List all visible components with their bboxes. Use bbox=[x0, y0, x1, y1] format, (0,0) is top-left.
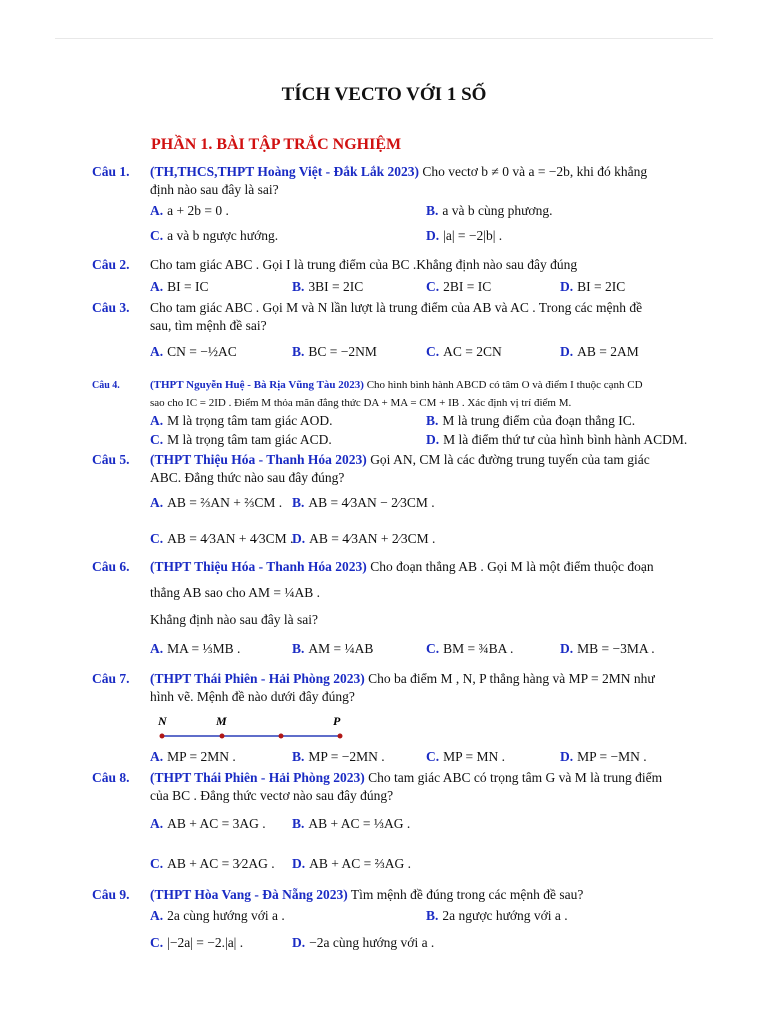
question-source: (THPT Thiệu Hóa - Thanh Hóa 2023) bbox=[150, 559, 367, 574]
answer-label: C. bbox=[150, 432, 164, 447]
answer-label: A. bbox=[150, 641, 164, 656]
answer-label: A. bbox=[150, 279, 164, 294]
question-text-cont: ABC. Đẳng thức nào sau đây đúng? bbox=[150, 470, 345, 485]
answer-option-d[interactable]: BI = 2IC bbox=[577, 279, 626, 294]
question-text-cont: Khẳng định nào sau đây là sai? bbox=[150, 612, 318, 627]
answer-label: B. bbox=[292, 749, 305, 764]
answer-option-d[interactable]: AB + AC = ⅔AG . bbox=[309, 856, 411, 871]
question-4 bbox=[92, 376, 710, 395]
answer-option-d[interactable]: −2a cùng hướng với a . bbox=[309, 935, 435, 950]
question-number: Câu 7. bbox=[92, 671, 130, 686]
answer-label: C. bbox=[150, 856, 164, 871]
answer-label: A. bbox=[150, 344, 164, 359]
question-9 bbox=[92, 886, 710, 904]
answer-option-d[interactable]: MB = −3MA . bbox=[577, 641, 655, 656]
answer-option-a[interactable]: MP = 2MN . bbox=[167, 749, 236, 764]
answer-option-a[interactable]: MA = ⅓MB . bbox=[167, 641, 241, 656]
question-text-cont: sau, tìm mệnh đề sai? bbox=[150, 318, 267, 333]
answer-label: C. bbox=[426, 749, 440, 764]
question-1 bbox=[92, 163, 710, 181]
question-number: Câu 3. bbox=[92, 300, 130, 315]
question-source: (TH,THCS,THPT Hoàng Việt - Đắk Lắk 2023) bbox=[150, 164, 420, 179]
answer-label: A. bbox=[150, 495, 164, 510]
answer-label: A. bbox=[150, 203, 164, 218]
answer-label: A. bbox=[150, 749, 164, 764]
answer-option-d[interactable]: MP = −MN . bbox=[577, 749, 647, 764]
answer-label: B. bbox=[426, 908, 439, 923]
question-source: (THPT Hòa Vang - Đà Nẵng 2023) bbox=[150, 887, 348, 902]
answer-label: B. bbox=[292, 495, 305, 510]
answer-option-b[interactable]: 3BI = 2IC bbox=[308, 279, 364, 294]
answer-label: D. bbox=[292, 531, 306, 546]
point-mid-dot bbox=[279, 734, 284, 739]
question-text-cont: của BC . Đẳng thức vectơ nào sau đây đúng? bbox=[150, 788, 394, 803]
question-3 bbox=[92, 299, 710, 317]
question-source: (THPT Thái Phiên - Hải Phòng 2023) bbox=[150, 671, 365, 686]
collinear-points-figure bbox=[150, 714, 360, 744]
answer-option-a[interactable]: AB = ⅔AN + ⅔CM . bbox=[167, 495, 283, 510]
question-2 bbox=[92, 256, 710, 274]
page-title: TÍCH VECTO VỚI 1 SỐ bbox=[281, 84, 487, 105]
answer-option-a[interactable]: BI = IC bbox=[167, 279, 209, 294]
answer-label: C. bbox=[426, 641, 440, 656]
answer-option-a[interactable]: M là trọng tâm tam giác AOD. bbox=[167, 413, 333, 428]
answer-label: C. bbox=[150, 228, 164, 243]
answer-option-b[interactable]: 2a ngược hướng với a . bbox=[442, 908, 568, 923]
point-m-dot bbox=[220, 734, 225, 739]
question-text: Cho tam giác ABC có trọng tâm G và M là trung điểm bbox=[368, 770, 663, 785]
question-number: Câu 1. bbox=[92, 164, 130, 179]
question-text: Cho ba điểm M , N, P thẳng hàng và MP = 2MN như bbox=[368, 671, 655, 686]
question-7 bbox=[92, 670, 710, 688]
question-number: Câu 6. bbox=[92, 559, 130, 574]
question-number: Câu 5. bbox=[92, 452, 130, 467]
question-text: Tìm mệnh đề đúng trong các mệnh đề sau? bbox=[350, 887, 584, 902]
answer-option-b[interactable]: MP = −2MN . bbox=[308, 749, 385, 764]
answer-label: B. bbox=[292, 816, 305, 831]
question-text: Cho đoạn thẳng AB . Gọi M là một điểm thuộc đoạn bbox=[370, 559, 654, 574]
question-number: Câu 9. bbox=[92, 887, 130, 902]
answer-option-c[interactable]: MP = MN . bbox=[443, 749, 506, 764]
answer-option-c[interactable]: AB = 4⁄3AN + 4⁄3CM . bbox=[167, 531, 294, 546]
question-number: Câu 4. bbox=[92, 380, 120, 391]
question-text: Cho vectơ b ≠ 0 và a = −2b, khi đó khẳng bbox=[422, 164, 648, 179]
answer-label: B. bbox=[292, 279, 305, 294]
answer-option-d[interactable]: AB = 4⁄3AN + 2⁄3CM . bbox=[309, 531, 436, 546]
answer-option-b[interactable]: BC = −2NM bbox=[308, 344, 377, 359]
answer-option-b[interactable]: a và b cùng phương. bbox=[442, 203, 553, 218]
question-5 bbox=[92, 451, 710, 469]
answer-label: D. bbox=[292, 935, 306, 950]
answer-label: C. bbox=[150, 935, 164, 950]
point-m-label: M bbox=[216, 714, 227, 728]
question-source: (THPT Thiệu Hóa - Thanh Hóa 2023) bbox=[150, 452, 367, 467]
question-6 bbox=[92, 558, 710, 576]
answer-label: B. bbox=[292, 641, 305, 656]
answer-label: C. bbox=[426, 279, 440, 294]
question-text: Cho tam giác ABC . Gọi I là trung điểm của BC .Khẳng định nào sau đây đúng bbox=[150, 257, 578, 272]
question-text-cont: thẳng AB sao cho AM = ¼AB . bbox=[150, 585, 320, 600]
answer-label: D. bbox=[560, 344, 574, 359]
header-rule bbox=[55, 38, 713, 39]
question-number: Câu 2. bbox=[92, 257, 130, 272]
answer-label: A. bbox=[150, 908, 164, 923]
answer-option-a[interactable]: a + 2b = 0 . bbox=[167, 203, 229, 218]
question-number: Câu 8. bbox=[92, 770, 130, 785]
question-text-cont: hình vẽ. Mệnh đề nào dưới đây đúng? bbox=[150, 689, 355, 704]
answer-label: D. bbox=[292, 856, 306, 871]
question-text: Cho tam giác ABC . Gọi M và N lần lượt là trung điểm của AB và AC . Trong các mệnh đề bbox=[150, 300, 643, 315]
answer-label: C. bbox=[150, 531, 164, 546]
answer-option-c[interactable]: M là trọng tâm tam giác ACD. bbox=[167, 432, 332, 447]
answer-label: B. bbox=[426, 413, 439, 428]
answer-option-a[interactable]: AB + AC = 3AG . bbox=[167, 816, 266, 831]
answer-option-c[interactable]: BM = ¾BA . bbox=[443, 641, 514, 656]
answer-option-b[interactable]: AB = 4⁄3AN − 2⁄3CM . bbox=[308, 495, 435, 510]
answer-label: B. bbox=[292, 344, 305, 359]
answer-option-d[interactable]: AB = 2AM bbox=[577, 344, 639, 359]
answer-label: B. bbox=[426, 203, 439, 218]
answer-option-c[interactable]: AC = 2CN bbox=[443, 344, 502, 359]
point-n-dot bbox=[160, 734, 165, 739]
answer-option-d[interactable]: M là điểm thứ tư của hình bình hành ACDM. bbox=[443, 432, 688, 447]
answer-option-c[interactable]: 2BI = IC bbox=[443, 279, 492, 294]
answer-option-b[interactable]: AB + AC = ⅓AG . bbox=[308, 816, 411, 831]
point-n-label: N bbox=[158, 714, 167, 728]
question-source: (THPT Thái Phiên - Hải Phòng 2023) bbox=[150, 770, 365, 785]
question-text: Cho hình bình hành ABCD có tâm O và điểm I thuộc cạnh CD bbox=[366, 379, 643, 391]
answer-option-b[interactable]: AM = ¼AB bbox=[308, 641, 374, 656]
answer-option-c[interactable]: a và b ngược hướng. bbox=[167, 228, 279, 243]
point-p-dot bbox=[338, 734, 343, 739]
question-text: Gọi AN, CM là các đường trung tuyến của tam giác bbox=[370, 452, 650, 467]
answer-option-d[interactable]: |a| = −2|b| . bbox=[443, 228, 503, 243]
point-p-label: P bbox=[333, 714, 341, 728]
answer-label: D. bbox=[426, 432, 440, 447]
answer-option-a[interactable]: CN = −½AC bbox=[167, 344, 237, 359]
answer-option-a[interactable]: 2a cùng hướng với a . bbox=[167, 908, 285, 923]
answer-label: D. bbox=[560, 279, 574, 294]
question-text-cont: định nào sau đây là sai? bbox=[150, 182, 279, 197]
question-8 bbox=[92, 769, 710, 787]
section-heading: PHẦN 1. BÀI TẬP TRẮC NGHIỆM bbox=[151, 136, 402, 153]
answer-label: C. bbox=[426, 344, 440, 359]
answer-label: A. bbox=[150, 413, 164, 428]
answer-label: D. bbox=[426, 228, 440, 243]
answer-option-c[interactable]: AB + AC = 3⁄2AG . bbox=[167, 856, 275, 871]
answer-option-b[interactable]: M là trung điểm của đoạn thẳng IC. bbox=[442, 413, 636, 428]
answer-label: A. bbox=[150, 816, 164, 831]
question-text-cont: sao cho IC = 2ID . Điểm M thỏa mãn đẳng thức DA + MA = CM + IB . Xác định vị trí điểm M. bbox=[150, 397, 572, 409]
answer-option-c[interactable]: |−2a| = −2.|a| . bbox=[167, 935, 244, 950]
question-source: (THPT Nguyễn Huệ - Bà Rịa Vũng Tàu 2023) bbox=[150, 379, 364, 391]
answer-label: D. bbox=[560, 641, 574, 656]
answer-label: D. bbox=[560, 749, 574, 764]
